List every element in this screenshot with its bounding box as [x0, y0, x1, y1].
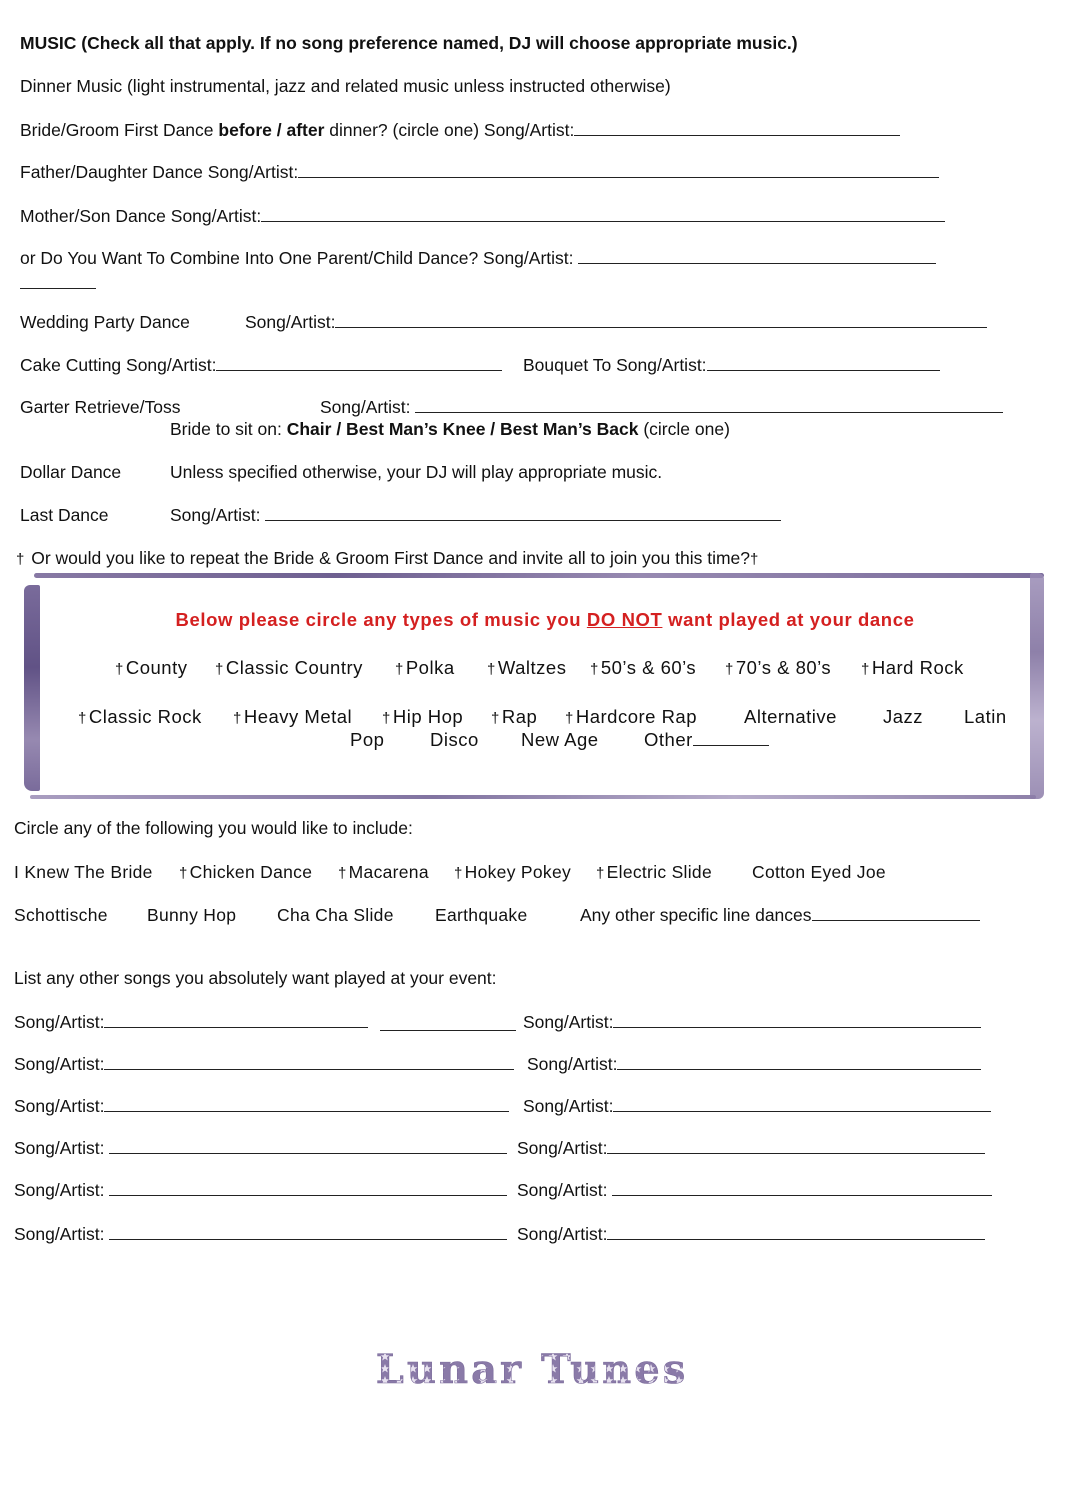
- checkbox-mark-icon: †: [179, 865, 188, 882]
- last-dance-song-field[interactable]: [265, 504, 781, 521]
- genre-option[interactable]: [215, 657, 363, 679]
- genre-option[interactable]: [78, 706, 202, 728]
- include-option[interactable]: Cotton Eyed Joe: [752, 862, 886, 882]
- last-dance-song-line: [170, 504, 781, 526]
- genre-other-field[interactable]: [693, 729, 769, 746]
- repeat-line[interactable]: [16, 547, 760, 571]
- brush-stroke-right: [1030, 573, 1044, 799]
- song-label: Song/Artist:: [523, 1096, 614, 1116]
- page-title: MUSIC (Check all that apply. If no song preference named, DJ will choose appropriate music.): [20, 33, 798, 53]
- genre-option[interactable]: [487, 657, 566, 679]
- checkbox-mark-icon: †: [454, 865, 463, 882]
- include-option[interactable]: Schottische: [14, 905, 108, 925]
- repeat-text: Or would you like to repeat the Bride & Groom First Dance and invite all to join you this time?: [31, 548, 751, 568]
- combine-line: [20, 247, 936, 269]
- genre-label: 50’s & 60’s: [600, 657, 697, 678]
- song-field[interactable]: [607, 1223, 985, 1240]
- checkbox-mark-icon: †: [78, 710, 87, 727]
- wedding-party-song-field[interactable]: [335, 311, 987, 328]
- checkbox-mark-icon: †: [487, 661, 496, 678]
- song-field[interactable]: [104, 1053, 514, 1070]
- father-daughter-line: [20, 161, 939, 183]
- line-dance-other: [580, 904, 980, 926]
- garter-sit-prefix: Bride to sit on:: [170, 419, 287, 439]
- genre-other-option[interactable]: [644, 729, 769, 751]
- genre-option[interactable]: New Age: [521, 729, 599, 750]
- garter-sit-options[interactable]: Chair / Best Man’s Knee / Best Man’s Back: [286, 419, 639, 439]
- song-label: Song/Artist:: [517, 1180, 608, 1200]
- include-option[interactable]: Bunny Hop: [147, 905, 237, 925]
- include-option[interactable]: [338, 861, 429, 885]
- garter-sit-suffix: (circle one): [638, 419, 730, 439]
- genre-label: Hard Rock: [871, 657, 964, 678]
- genre-option[interactable]: Jazz: [883, 706, 924, 727]
- first-dance-label: Bride/Groom First Dance: [20, 120, 219, 140]
- include-label: Chicken Dance: [189, 862, 313, 882]
- genre-label: County: [125, 657, 188, 678]
- line-dance-other-field[interactable]: [812, 904, 980, 921]
- genre-label: Other: [644, 729, 693, 750]
- song-entry: [527, 1053, 981, 1075]
- wedding-party-song-line: [245, 311, 987, 333]
- genre-option[interactable]: [565, 706, 697, 728]
- song-label: Song/Artist:: [14, 1224, 105, 1244]
- checkbox-mark-icon: †: [565, 710, 574, 727]
- song-entry: [517, 1223, 985, 1245]
- genre-option[interactable]: Latin: [964, 706, 1007, 727]
- song-field[interactable]: [617, 1053, 981, 1070]
- song-entry: [523, 1095, 991, 1117]
- song-label: Song/Artist:: [517, 1224, 608, 1244]
- song-field[interactable]: [613, 1011, 981, 1028]
- genre-label: Rap: [501, 706, 538, 727]
- mother-son-song-field[interactable]: [261, 205, 945, 222]
- exclude-music-box: [24, 573, 1044, 799]
- song-entry: [517, 1179, 992, 1201]
- song-entry: [14, 1137, 507, 1159]
- song-field[interactable]: [612, 1179, 992, 1196]
- genre-label: Classic Country: [225, 657, 363, 678]
- song-label: Song/Artist:: [14, 1054, 105, 1074]
- brush-stroke-top: [34, 573, 1044, 578]
- cake-line: [20, 354, 502, 376]
- garter-song-line: [320, 396, 1003, 418]
- lunar-tunes-logo: [322, 1350, 742, 1390]
- logo-graphic: [322, 1350, 742, 1390]
- garter-label: Garter Retrieve/Toss: [20, 397, 181, 417]
- combine-label: or Do You Want To Combine Into One Parent/Child Dance? Song/Artist:: [20, 248, 579, 268]
- genre-label: Polka: [405, 657, 455, 678]
- include-label: Hokey Pokey: [464, 862, 572, 882]
- include-label: Electric Slide: [606, 862, 713, 882]
- last-dance-song-label: Song/Artist:: [170, 505, 266, 525]
- checkbox-mark-icon: †: [215, 661, 224, 678]
- genre-label: Hardcore Rap: [575, 706, 698, 727]
- brush-stroke-bottom: [30, 795, 1036, 799]
- exclude-box-title: [0, 609, 1090, 631]
- song-label: Song/Artist:: [14, 1096, 105, 1116]
- song-field[interactable]: [109, 1137, 507, 1154]
- song-entry: [14, 1095, 509, 1117]
- genre-option[interactable]: [115, 657, 187, 679]
- song-entry: [14, 1011, 368, 1033]
- checkbox-mark-icon: †: [233, 710, 242, 727]
- line-dance-other-label: Any other specific line dances: [580, 905, 812, 925]
- include-option[interactable]: Cha Cha Slide: [277, 905, 394, 925]
- exclude-title-emph: DO NOT: [586, 609, 663, 630]
- genre-label: Waltzes: [497, 657, 567, 678]
- genre-label: Heavy Metal: [243, 706, 353, 727]
- song-field[interactable]: [104, 1011, 368, 1028]
- checkbox-mark-icon: †: [725, 661, 734, 678]
- last-dance-label: Last Dance: [20, 505, 109, 525]
- song-list-intro: List any other songs you absolutely want played at your event:: [14, 968, 497, 988]
- song-label: Song/Artist:: [14, 1138, 105, 1158]
- checkbox-mark-icon: †: [596, 865, 605, 882]
- mother-son-line: [20, 205, 945, 227]
- checkbox-mark-icon: †: [115, 661, 124, 678]
- father-daughter-label: Father/Daughter Dance Song/Artist:: [20, 162, 299, 182]
- bouquet-song-field[interactable]: [707, 354, 940, 371]
- genre-option[interactable]: [861, 657, 964, 679]
- combine-song-field-cont[interactable]: [20, 287, 96, 289]
- genre-option[interactable]: [491, 706, 537, 728]
- first-dance-line: [20, 119, 900, 141]
- genre-option[interactable]: Disco: [430, 729, 479, 750]
- include-option[interactable]: I Knew The Bride: [14, 862, 153, 882]
- song-label: Song/Artist:: [523, 1012, 614, 1032]
- father-daughter-song-field[interactable]: [298, 161, 939, 178]
- song-field[interactable]: [607, 1137, 985, 1154]
- genre-label: 70’s & 80’s: [735, 657, 832, 678]
- first-dance-suffix: dinner? (circle one) Song/Artist:: [324, 120, 575, 140]
- genre-option[interactable]: [233, 706, 352, 728]
- include-option[interactable]: Earthquake: [435, 905, 528, 925]
- song-entry: [14, 1053, 514, 1075]
- dollar-dance-label: Dollar Dance: [20, 462, 122, 482]
- include-label: Macarena: [348, 862, 429, 882]
- genre-option[interactable]: [725, 657, 831, 679]
- song-field[interactable]: [104, 1095, 509, 1112]
- dollar-dance-text: Unless specified otherwise, your DJ will play appropriate music.: [170, 462, 663, 482]
- song-field[interactable]: [109, 1223, 507, 1240]
- include-option[interactable]: [454, 861, 571, 885]
- checkbox-mark-icon: †: [590, 661, 599, 678]
- checkbox-mark-icon: †: [395, 661, 404, 678]
- dinner-music-line: Dinner Music (light instrumental, jazz and related music unless instructed otherwise): [20, 76, 671, 96]
- logo-text: Lunar Tunes: [375, 1350, 689, 1390]
- wedding-party-song-label: Song/Artist:: [245, 312, 336, 332]
- song-entry: [14, 1179, 507, 1201]
- checkbox-mark-icon: †: [750, 551, 759, 568]
- genre-option[interactable]: [590, 657, 696, 679]
- genre-label: Classic Rock: [88, 706, 202, 727]
- song-entry: [14, 1223, 507, 1245]
- garter-song-field[interactable]: [415, 396, 1003, 413]
- checkbox-mark-icon[interactable]: †: [16, 551, 25, 568]
- song-field[interactable]: [613, 1095, 991, 1112]
- exclude-title-post: want played at your dance: [662, 609, 915, 630]
- combine-song-field[interactable]: [578, 247, 936, 264]
- song-field[interactable]: [109, 1179, 507, 1196]
- mother-son-label: Mother/Son Dance Song/Artist:: [20, 206, 262, 226]
- bouquet-line: [523, 354, 940, 376]
- include-option[interactable]: [179, 861, 312, 885]
- first-dance-song-field[interactable]: [574, 119, 900, 136]
- exclude-title-pre: Below please circle any types of music you: [175, 609, 587, 630]
- cake-song-field[interactable]: [216, 354, 502, 371]
- cake-label: Cake Cutting Song/Artist:: [20, 355, 217, 375]
- checkbox-mark-icon: †: [338, 865, 347, 882]
- song-label: Song/Artist:: [14, 1180, 105, 1200]
- song-label: Song/Artist:: [527, 1054, 618, 1074]
- song-label: Song/Artist:: [517, 1138, 608, 1158]
- garter-sit-line: [170, 418, 730, 440]
- song-entry: [523, 1011, 981, 1033]
- genre-label: Hip Hop: [392, 706, 464, 727]
- song-entry: [517, 1137, 985, 1159]
- include-intro: Circle any of the following you would like to include:: [14, 818, 413, 838]
- checkbox-mark-icon: †: [382, 710, 391, 727]
- song-label: Song/Artist:: [14, 1012, 105, 1032]
- checkbox-mark-icon: †: [861, 661, 870, 678]
- genre-option[interactable]: Alternative: [744, 706, 837, 727]
- checkbox-mark-icon: †: [491, 710, 500, 727]
- bouquet-label: Bouquet To Song/Artist:: [523, 355, 707, 375]
- genre-option[interactable]: [395, 657, 455, 679]
- song-field[interactable]: [380, 1029, 516, 1031]
- garter-song-label: Song/Artist:: [320, 397, 416, 417]
- wedding-party-label: Wedding Party Dance: [20, 312, 190, 332]
- first-dance-options[interactable]: before / after: [218, 120, 325, 140]
- include-option[interactable]: [596, 861, 712, 885]
- genre-option[interactable]: Pop: [350, 729, 385, 750]
- genre-option[interactable]: [382, 706, 463, 728]
